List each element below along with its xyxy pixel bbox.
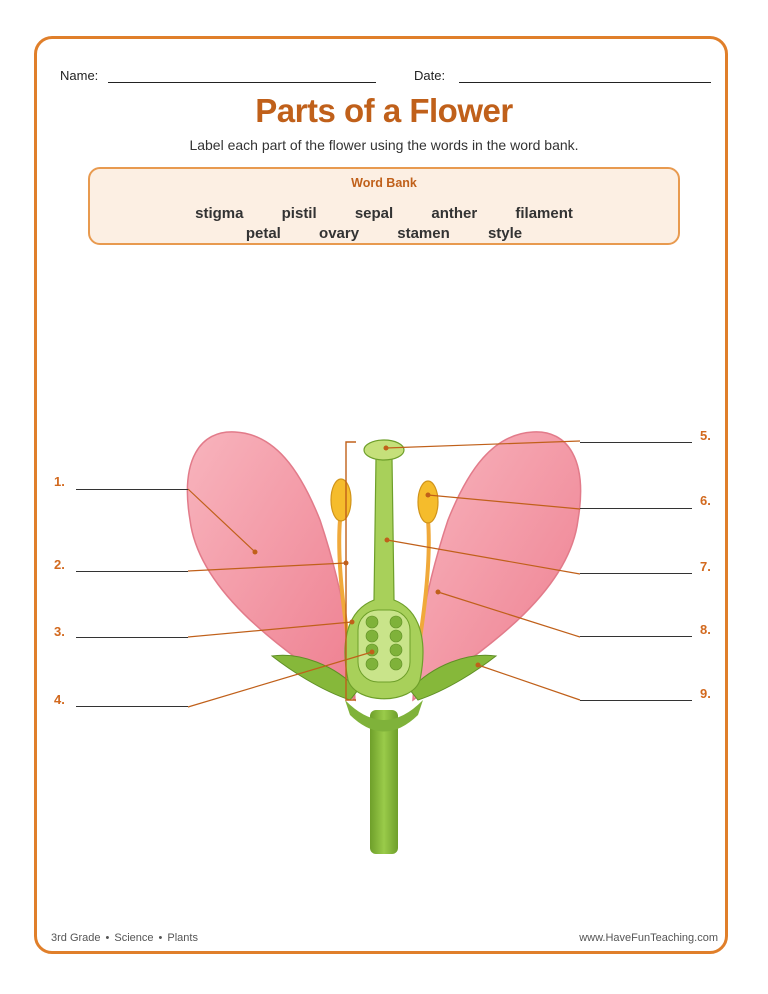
label-number-6: 6. — [700, 493, 711, 508]
footer-topic: Plants — [167, 932, 198, 944]
answer-line-7[interactable] — [580, 573, 692, 574]
word-petal: petal — [245, 225, 281, 242]
label-number-5: 5. — [700, 428, 711, 443]
answer-line-9[interactable] — [580, 700, 692, 701]
label-number-8: 8. — [700, 622, 711, 637]
word-stamen: stamen — [397, 225, 450, 242]
word-pistil: pistil — [281, 205, 317, 222]
answer-line-4[interactable] — [76, 706, 188, 707]
answer-line-3[interactable] — [76, 637, 188, 638]
word-anther: anther — [431, 205, 478, 222]
word-style: style — [487, 225, 523, 242]
right-petal — [413, 432, 581, 700]
answer-line-5[interactable] — [580, 442, 692, 443]
label-number-4: 4. — [54, 692, 65, 707]
stigma — [364, 440, 404, 460]
footer-tags — [51, 932, 198, 944]
answer-line-1[interactable] — [76, 489, 188, 490]
answer-line-6[interactable] — [580, 508, 692, 509]
label-number-9: 9. — [700, 686, 711, 701]
name-label: Name: — [60, 68, 99, 83]
label-number-2: 2. — [54, 557, 65, 572]
footer-separator: • — [158, 932, 163, 944]
word-filament: filament — [515, 205, 573, 222]
word-sepal: sepal — [354, 205, 394, 222]
right-anther — [418, 481, 438, 523]
answer-line-8[interactable] — [580, 636, 692, 637]
word-bank-title: Word Bank — [351, 176, 417, 190]
instructions: Label each part of the flower using the words in the word bank. — [189, 137, 579, 153]
footer-grade: 3rd Grade — [51, 932, 101, 944]
word-ovary: ovary — [319, 225, 360, 242]
ovary — [358, 610, 410, 682]
left-anther — [331, 479, 351, 521]
footer-separator: • — [105, 932, 110, 944]
date-label: Date: — [414, 68, 446, 83]
stem — [370, 710, 398, 854]
label-number-3: 3. — [54, 624, 65, 639]
footer-subject: Science — [114, 932, 154, 944]
label-number-7: 7. — [700, 559, 711, 574]
footer-website: www.HaveFunTeaching.com — [579, 932, 718, 944]
left-petal — [187, 432, 355, 700]
word-stigma: stigma — [195, 205, 244, 222]
label-number-1: 1. — [54, 474, 65, 489]
page-title: Parts of a Flower — [255, 92, 513, 129]
answer-line-2[interactable] — [76, 571, 188, 572]
